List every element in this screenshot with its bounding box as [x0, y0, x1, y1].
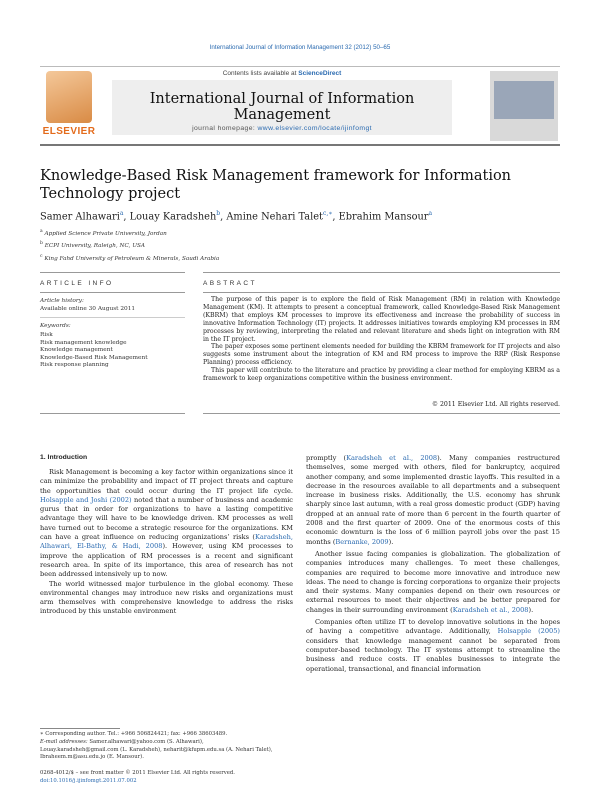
footnotes [40, 731, 293, 762]
author-name[interactable]: Amine Nehari Talet [226, 211, 323, 223]
email-link[interactable]: Ibraheem.m@asu.edu.jo (E. Mansour). [40, 754, 144, 761]
citation-link[interactable]: Karadsheh et al., 2008 [452, 605, 529, 614]
citation-link[interactable]: Bernanke, 2009 [335, 537, 389, 546]
doi-link[interactable]: doi:10.1016/j.ijinfomgt.2011.07.002 [40, 777, 137, 784]
body-paragraph: Risk Management is becoming a key factor within organizations since it can minimize the probability and impact of IT project threats and capture the opportunities that could occur during the IT project life cycle. Holsapple and Joshi (2002) noted that a number of business and academic gurus that in order for organizations to have a lasting competitive advantage they will have to be knowledge driven. KM processes as well have turned out to become a strategic resource for the organizations. KM can have a great influence on reducing organizations’ risks (Karadsheh, Alhawari, El-Bathy, & Hadi, 2008). However, using KM processes to improve the application of RM processes is a recent and significant research area. In spite of its importance, this area of research has not been addressed intensively up to now. [40, 468, 293, 579]
elsevier-logo [40, 71, 98, 141]
body-left-column [40, 468, 293, 617]
citation-link[interactable]: Karadsheh et al., 2008 [346, 454, 438, 462]
affiliation-item: $^a$ Applied Science Private University, Jordan [40, 229, 167, 237]
keyword-item: Knowledge-Based Risk Management [40, 354, 148, 361]
divider [40, 317, 185, 318]
affiliation-item: $^c$ King Fahd University of Petroleum & Minerals, Saudi Arabia [40, 253, 220, 262]
citation-link[interactable]: Karadsheh, Alhawari, El-Bathy, & Hadi, 2008 [40, 533, 293, 551]
elsevier-tree-icon [46, 71, 92, 123]
article-title: Knowledge-Based Risk Management framework for Information Technology project [40, 168, 512, 202]
body-paragraph: The world witnessed major turbulence in the global economy. These environmental changes may introduce new risks and organizations must arm themselves with comprehensive knowledge to address the risks introduced by this unstable environment [40, 579, 293, 616]
divider [40, 413, 185, 414]
divider [40, 292, 185, 293]
author-sup[interactable]: a [428, 210, 433, 217]
affiliation-list [40, 227, 560, 264]
email-addresses: E-mail addresses: Samer.alhawari@yahoo.com (S. Alhawari), [40, 738, 204, 745]
sciencedirect-link[interactable]: ScienceDirect [298, 70, 342, 77]
author-sup[interactable]: a [119, 210, 124, 217]
journal-citation-link[interactable]: International Journal of Information Management 32 (2012) 50–65 [209, 44, 391, 51]
citation-link[interactable]: Holsapple (2005) [497, 627, 560, 636]
abstract-paragraph: This paper will contribute to the literature and practice by providing a clear method for employing KBRM as a framework to keep organizations competitive within the business environment. [203, 367, 560, 383]
keyword-item: Knowledge management [40, 347, 113, 354]
contents-prefix: Contents lists available at [222, 70, 299, 77]
homepage-url-link[interactable]: www.elsevier.com/locate/ijinfomgt [257, 125, 372, 132]
journal-cover-image [490, 71, 558, 141]
copyright-notice: © 2011 Elsevier Ltd. All rights reserved. [431, 401, 560, 408]
article-history-label: Article history: [40, 298, 84, 304]
keyword-item: Risk management knowledge [40, 339, 127, 346]
abstract-heading: ABSTRACT [203, 280, 257, 287]
author-list: Samer Alhawari$^a$, Louay Karadsheh$^b$, Amine Nehari Talet$^{c,∗}$, Ebrahim Mansour$^a$ [40, 210, 433, 223]
section-heading-introduction: 1. Introduction [40, 454, 88, 461]
author-sup[interactable]: c,∗ [323, 210, 333, 217]
keywords-label: Keywords: [40, 323, 71, 329]
email-link[interactable]: Samer.alhawari@yahoo.com (S. Alhawari), [87, 738, 204, 745]
affiliation-item: $^b$ ECPI University, Raleigh, NC, USA [40, 241, 146, 250]
author-name[interactable]: Samer Alhawari [40, 211, 120, 223]
keywords-list [40, 332, 185, 370]
issn-line: 0268-4012/$ – see front matter © 2011 Elsevier Ltd. All rights reserved. [40, 770, 235, 776]
keyword-item: Risk response planning [40, 362, 109, 369]
divider [203, 272, 560, 273]
email-link[interactable]: Louay.karadsheh@gmail.com (L. Karadsheh), neharit@kfupm.edu.sa (A. Nehari Talet), [40, 746, 273, 753]
author-sup[interactable]: b [216, 210, 221, 217]
divider [203, 413, 560, 414]
citation-link[interactable]: Holsapple and Joshi (2002) [40, 495, 132, 504]
journal-homepage-line [112, 125, 452, 132]
body-paragraph: Companies often utilize IT to develop innovative solutions in the hopes of having a competitive advantage. Additionally, Holsapple (2005) considers that knowledge management cannot be separated from computer-based technology. The IT systems attempt to streamline the business and reduce costs. IT enables businesses to integrate the operational, transactional, and financial information [306, 618, 560, 673]
author-name[interactable]: Ebrahim Mansour [338, 211, 429, 223]
abstract-paragraph: The paper exposes some pertinent elements needed for building the KBRM framework for IT projects and also suggests some instrument about the integration of KM and RM process to improve the RRP (Risk Response Planning) process efficiency. [203, 343, 560, 367]
abstract-body [203, 296, 560, 383]
footnote-divider [40, 728, 120, 729]
abstract-paragraph: The purpose of this paper is to explore the field of Risk Management (RM) in relation with Knowledge Management (KM). It attempts to present a conceptual framework, called Knowledge-Based Risk Management (KBRM) that employs KM processes to improve its effectiveness and increase the probability of success in innovative Information Technology (IT) projects. It addresses initiatives towards employing KM processes in RM processes by reviewing, interpreting the related and relevant literature and sheds light on integration with RM in the IT project. [203, 296, 560, 343]
journal-title: International Journal of Information Management [149, 91, 415, 123]
corresponding-author-note: ∗ Corresponding author. Tel.: +966 506824421; fax: +966 38603489. [40, 731, 228, 737]
publication-info [40, 770, 293, 786]
body-right-column [306, 454, 560, 674]
author-name[interactable]: Louay Karadsheh [129, 211, 217, 223]
keyword-item: Risk [40, 332, 53, 338]
publisher-name: ELSEVIER [42, 126, 96, 137]
article-info-heading: ARTICLE INFO [40, 280, 114, 287]
body-paragraph: promptly (Karadsheh et al., 2008). Many companies restructured themselves, some merged with others, filed for bankruptcy, acquired another company, and some implemented drastic layoffs. This resulted in a decrease in the resources available to all departments and a subsequent increase in business risks. Additionally, the U.S. economy has shrunk sharply since last autumn, with a real gross domestic product (GDP) having dropped at an annual rate of more than 6 percent in the fourth quarter of 2008 and the first quarter of 2009. One of the enormous costs of this economic downturn is the loss of 6 million payroll jobs over the past 15 months (Bernanke, 2009). [306, 454, 561, 546]
body-paragraph: Another issue facing companies is globalization. The globalization of companies introduces many challenges. To meet these challenges, companies are required to become more innovative and introduce new ideas. The need to change is forcing corporations to organize their projects and their systems. Many companies depend on their own resources or external resources to meet their objectives and be better prepared for changes in their surrounding environment (Karadsheh et al., 2008). [306, 549, 560, 614]
contents-available-line [112, 70, 452, 77]
divider [203, 292, 560, 293]
homepage-prefix: journal homepage: [192, 125, 258, 132]
divider [40, 272, 185, 273]
cover-band [494, 81, 554, 119]
article-history-value: Available online 30 August 2011 [40, 306, 136, 312]
